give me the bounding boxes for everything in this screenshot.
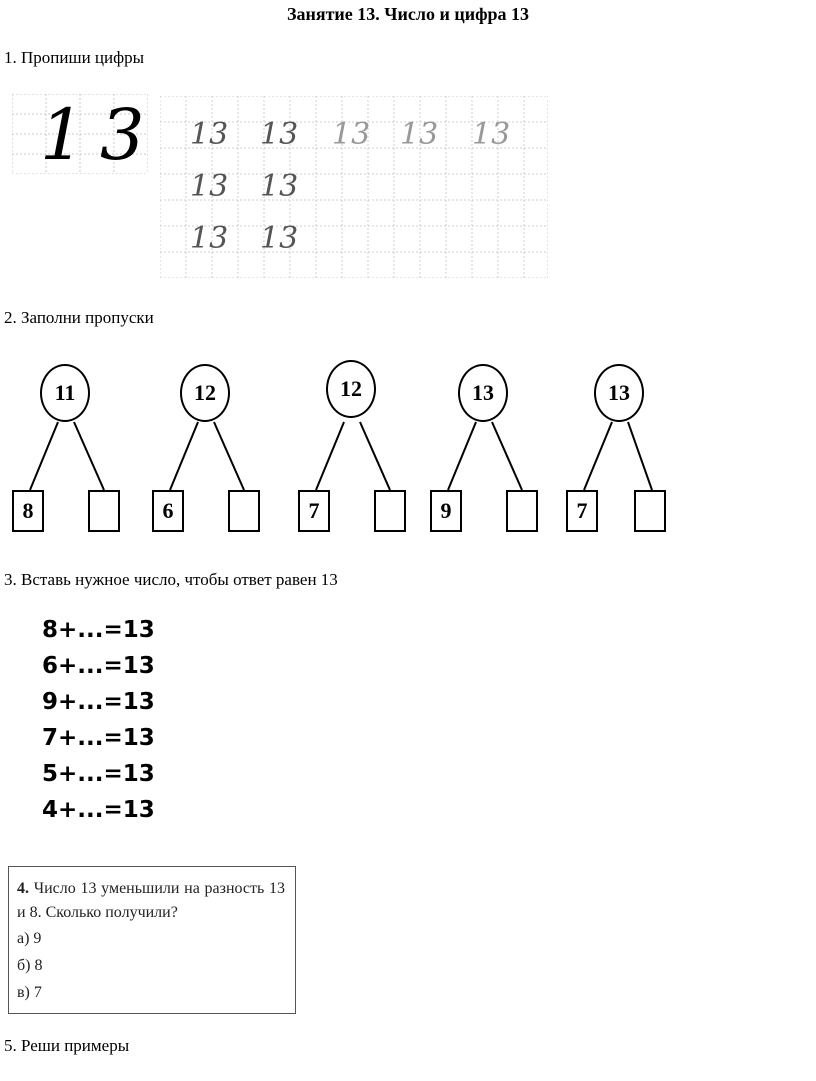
tree-top-number: 12 xyxy=(180,364,230,422)
task4-option-b[interactable]: б) 8 xyxy=(17,957,43,974)
sample-digit-three: 3 xyxy=(100,94,145,176)
copy-row2-item: 13 xyxy=(190,169,229,204)
tree-top-number: 12 xyxy=(326,360,376,418)
tree-answer-box[interactable] xyxy=(228,490,260,532)
tree-left-box: 6 xyxy=(152,490,184,532)
task4-question-text: Число 13 уменьшили на разность 13 и 8. Сколько получили? xyxy=(17,880,285,921)
copy-row1-item: 13 xyxy=(472,117,511,152)
copy-row3-item: 13 xyxy=(190,221,229,256)
copy-row1-item: 13 xyxy=(332,117,371,152)
sample-digit-one: 1 xyxy=(40,94,85,176)
equation-list xyxy=(42,612,155,828)
equation-item: 9+...=13 xyxy=(42,689,155,715)
page-title: Занятие 13. Число и цифра 13 xyxy=(286,4,530,24)
task2-heading: 2. Заполни пропуски xyxy=(4,308,154,327)
number-tree xyxy=(430,360,580,540)
task4-option-a[interactable]: а) 9 xyxy=(17,930,42,947)
tree-answer-box[interactable] xyxy=(88,490,120,532)
equation-item: 8+...=13 xyxy=(42,617,155,643)
tree-left-box: 8 xyxy=(12,490,44,532)
number-tree xyxy=(152,360,302,540)
number-tree xyxy=(298,360,448,540)
tree-top-number: 11 xyxy=(40,364,90,422)
equation-item: 4+...=13 xyxy=(42,797,155,823)
task4-question xyxy=(17,877,285,925)
equation-item: 5+...=13 xyxy=(42,761,155,787)
copy-row1-item: 13 xyxy=(190,117,229,152)
tree-left-box: 7 xyxy=(298,490,330,532)
tree-top-number: 13 xyxy=(458,364,508,422)
task5-heading: 5. Реши примеры xyxy=(4,1036,130,1055)
tree-answer-box[interactable] xyxy=(634,490,666,532)
task1-heading: 1. Пропиши цифры xyxy=(4,48,145,67)
tree-top-number: 13 xyxy=(594,364,644,422)
task3-heading: 3. Вставь нужное число, чтобы ответ равен 13 xyxy=(4,570,338,589)
tree-left-box: 7 xyxy=(566,490,598,532)
task4-option-c[interactable]: в) 7 xyxy=(17,984,42,1001)
tree-left-box: 9 xyxy=(430,490,462,532)
copy-row1-item: 13 xyxy=(400,117,439,152)
copy-row1-item: 13 xyxy=(260,117,299,152)
copy-row3-item: 13 xyxy=(260,221,299,256)
tree-answer-box[interactable] xyxy=(374,490,406,532)
equation-item: 6+...=13 xyxy=(42,653,155,679)
number-tree xyxy=(566,360,716,540)
tree-answer-box[interactable] xyxy=(506,490,538,532)
copy-row2-item: 13 xyxy=(260,169,299,204)
sample-digits-grid xyxy=(12,94,148,174)
task4-number: 4. xyxy=(17,880,29,897)
task4-box xyxy=(8,866,296,1014)
equation-item: 7+...=13 xyxy=(42,725,155,751)
copybook-grid xyxy=(160,96,548,278)
number-tree xyxy=(12,360,162,540)
